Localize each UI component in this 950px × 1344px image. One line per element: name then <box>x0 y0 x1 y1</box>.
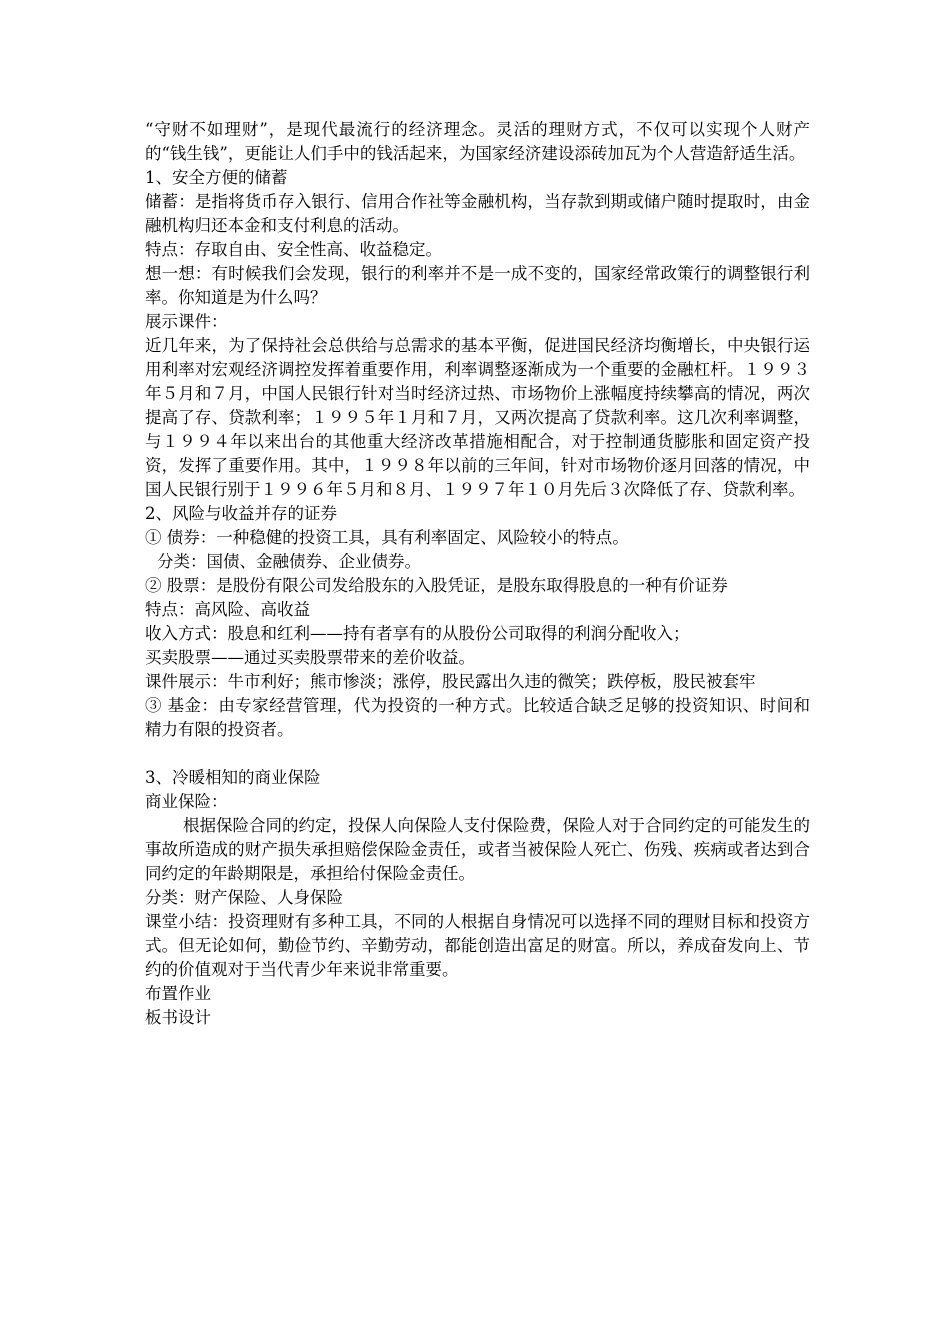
document-body <box>145 118 810 1030</box>
insurance-types: 分类：财产保险、人身保险 <box>145 888 343 907</box>
bond-paragraph: ① 债券：一种稳健的投资工具，具有利率固定、风险较小的特点。 <box>145 528 629 547</box>
section3-heading: 3、冷暖相知的商业保险 <box>145 768 321 787</box>
savings-features: 特点：存取自由、安全性高、收益稳定。 <box>145 240 442 259</box>
board-design: 板书设计 <box>145 1008 211 1027</box>
homework: 布置作业 <box>145 984 211 1003</box>
insurance-label: 商业保险： <box>145 792 228 811</box>
fund-paragraph: ③ 基金：由专家经营管理，代为投资的一种方式。比较适合缺乏足够的投资知识、时间和精力有限的投资者。 <box>145 696 810 739</box>
section2-heading: 2、风险与收益并存的证券 <box>145 504 337 523</box>
blank-line <box>145 742 810 766</box>
income-methods: 收入方式：股息和红利——持有者享有的从股份公司取得的利润分配收入； <box>145 624 690 643</box>
courseware-display: 课件展示：牛市利好；熊市惨淡；涨停，股民露出久违的微笑；跌停板，股民被套牢 <box>145 672 756 691</box>
class-summary: 课堂小结：投资理财有多种工具，不同的人根据自身情况可以选择不同的理财目标和投资方式。但无论如何，勤俭节约、辛勤劳动，都能创造出富足的财富。所以，养成奋发向上、节约的价值观对于当代青少年来说非常重要。 <box>145 912 810 979</box>
section1-heading: 1、安全方便的储蓄 <box>145 168 288 187</box>
courseware-label: 展示课件： <box>145 312 228 331</box>
think-question: 想一想：有时候我们会发现，银行的利率并不是一成不变的，国家经常政策行的调整银行利率。你知道是为什么吗？ <box>145 264 810 307</box>
stock-trading: 买卖股票——通过买卖股票带来的差价收益。 <box>145 648 475 667</box>
stock-paragraph: ② 股票：是股份有限公司发给股东的入股凭证，是股东取得股息的一种有价证券 <box>145 576 728 595</box>
intro-paragraph: “守财不如理财”，是现代最流行的经济理念。灵活的理财方式，不仅可以实现个人财产的“钱生钱”，更能让人们手中的钱活起来，为国家经济建设添砖加瓦为个人营造舒适生活。 <box>145 120 810 163</box>
insurance-definition: 根据保险合同的约定，投保人向保险人支付保险费，保险人对于合同约定的可能发生的事故所造成的财产损失承担赔偿保险金责任，或者当被保险人死亡、伤残、疾病或者达到合同约定的年龄期限是，承担给付保险金责任。 <box>145 816 810 883</box>
savings-definition: 储蓄：是指将货币存入银行、信用合作社等金融机构，当存款到期或储户随时提取时，由金融机构归还本金和支付利息的活动。 <box>145 192 810 235</box>
courseware-paragraph: 近几年来，为了保持社会总供给与总需求的基本平衡，促进国民经济均衡增长，中央银行运用利率对宏观经济调控发挥着重要作用，利率调整逐渐成为一个重要的金融杠杆。１９９３年５月和７月，中国人民银行针对当时经济过热、市场物价上涨幅度持续攀高的情况，两次提高了存、贷款利率；１９９５年１月和７月，又两次提高了贷款利率。这几次利率调整，与１９９４年以来出台的其他重大经济改革措施相配合，对于控制通货膨胀和固定资产投资，发挥了重要作用。其中，１９９８年以前的三年间，针对市场物价逐月回落的情况，中国人民银行别于１９９６年５月和８月、１９９７年１０月先后３次降低了存、贷款利率。 <box>145 336 810 499</box>
bond-types: 分类：国债、金融债券、企业债券。 <box>157 552 421 571</box>
stock-features: 特点：高风险、高收益 <box>145 600 310 619</box>
